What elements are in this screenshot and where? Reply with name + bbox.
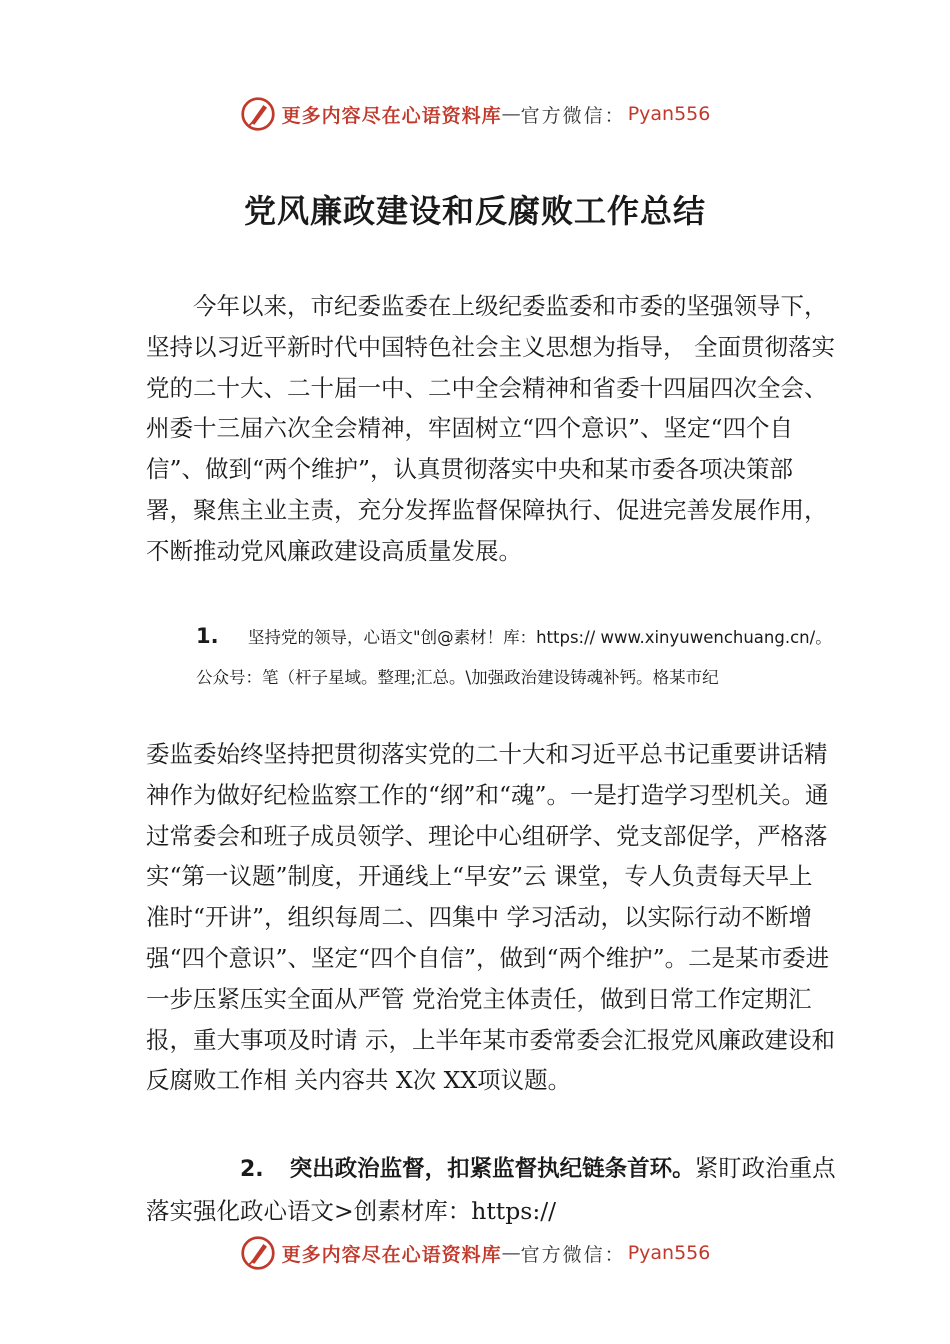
banner-wechat-label: 官方微信： bbox=[520, 1243, 626, 1266]
banner-main-text: 更多内容尽在心语资料库 bbox=[281, 1243, 502, 1266]
banner-separator: — bbox=[501, 103, 521, 125]
pen-feather-logo-icon bbox=[240, 96, 276, 132]
intro-paragraph: 今年以来，市纪委监委在上级纪委监委和市委的坚强领导下，坚持以习近平新时代中国特色社会主义思想为指导， 全面贯彻落实党的二十大、二十届一中、二中全会精神和省委十四届四次全会、州委十三届六次全会精神，牢固树立“四个意识”、坚定“四个自信”、做到“两个维护”，认真贯彻落实中央和某市委各项决策部署，聚焦主业主责，充分发挥监督保障执行、促进完善发展作用，不断推动党风廉政建设高质量发展。 bbox=[146, 292, 835, 565]
list-item-2-heading: 突出政治监督，扣紧监督执纪链条首环。 bbox=[289, 1156, 695, 1182]
banner-wechat-label: 官方微信： bbox=[520, 104, 626, 127]
banner-wechat-id: Pyan556 bbox=[627, 1242, 711, 1264]
list-item-1-number: 1. bbox=[196, 624, 219, 648]
document-title: 党风廉政建设和反腐败工作总结 bbox=[243, 192, 706, 230]
banner-separator: — bbox=[501, 1242, 521, 1264]
list-item-2 bbox=[146, 1148, 836, 1232]
footer-watermark-banner bbox=[0, 1231, 950, 1275]
list-item-1 bbox=[196, 616, 836, 698]
header-watermark-banner bbox=[0, 92, 950, 136]
banner-main-text: 更多内容尽在心语资料库 bbox=[281, 104, 502, 127]
list-item-1-content: 坚持党的领导，心语文"创@素材！库：https:// www.xinyuwenchuang.cn/。公众号：笔（杆子星域。整理;汇总。\加强政治建设铸魂补钙。格某市纪 bbox=[196, 628, 832, 687]
body-paragraph-2: 委监委始终坚持把贯彻落实党的二十大和习近平总书记重要讲话精神作为做好纪检监察工作的“纲”和“魂”。一是打造学习型机关。通过常委会和班子成员领学、理论中心组研学、党支部促学，严格落实“第一议题”制度，开通线上“早安”云 课堂，专人负责每天早上准时“开讲”，组织每周二、四集中 学习活动，以实际行动不断增强“四个意识”、坚定“四个自信”，做到“两个维护”。二是某市委进一步压紧压实全面从严管 党治党主体责任，做到日常工作定期汇报，重大事项及时请 示，上半年某市委常委会汇报党风廉政建设和反腐败工作相 关内容共 X次 XX项议题。 bbox=[146, 740, 835, 1095]
list-item-2-number: 2. bbox=[240, 1157, 264, 1182]
banner-wechat-id: Pyan556 bbox=[627, 103, 711, 125]
pen-feather-logo-icon bbox=[240, 1235, 276, 1271]
list-item-2-text: 紧盯政治重点落实强化政心语文>创素材库：https:// bbox=[146, 1154, 836, 1225]
